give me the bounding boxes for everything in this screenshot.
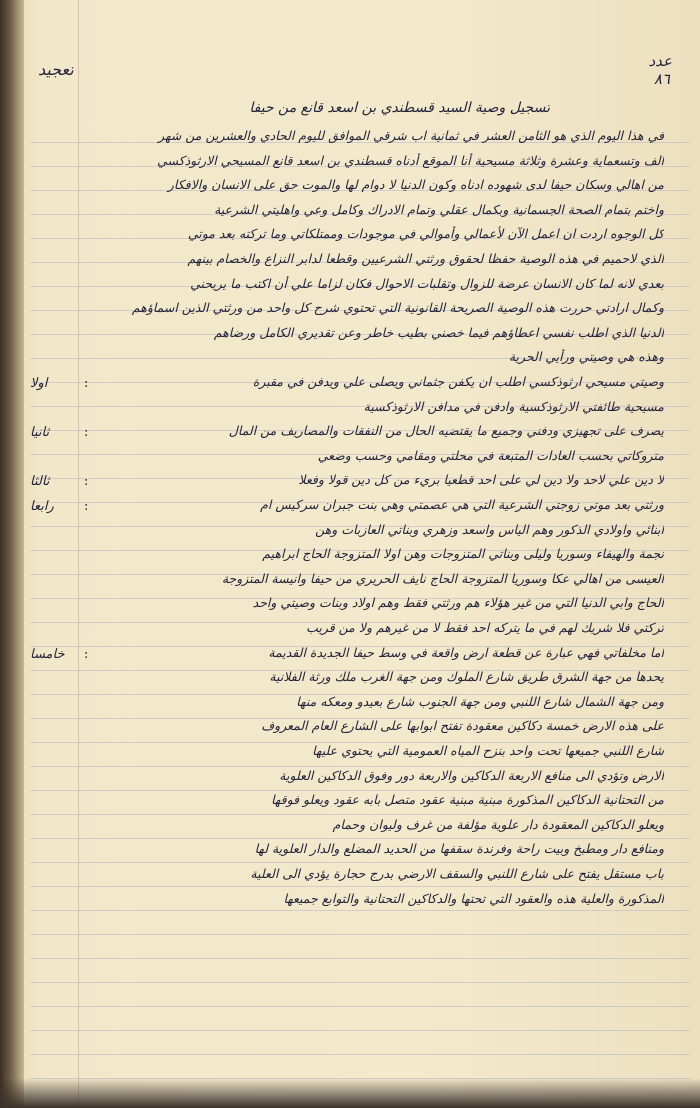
handwritten-line: كل الوجوه اردت ان اعمل الآن لأعمالي وأموالي في موجودات وممتلكاتي وما تركته بعد موتي <box>187 226 664 242</box>
handwritten-line: باب مستقل يفتح على شارع اللنبي والسقف الارضي بدرج حجارة يؤدي الى العلية <box>250 866 664 881</box>
handwritten-line: الذي لاحميم في هذه الوصية حفظا لحقوق ورثتي الشرعيين وقطعا لدابر النزاع والخصام بينهم <box>187 251 664 266</box>
handwritten-line: الف وتسعماية وعشرة وثلاثة مسيحية أنا الموقع أدناه قسطندي بن اسعد قانع المسيحي الارثوذكسي <box>157 152 664 168</box>
handwritten-line: ابنائي واولادي الذكور وهم الياس واسعد وزهري وبناتي العازبات وهن <box>315 521 664 537</box>
page-bottom-edge <box>0 1078 700 1108</box>
handwritten-line: من اهالي وسكان حيفا لدى شهوده ادناه وكون الدنيا لا دوام لها والموت حق على الانسان والافكار <box>167 177 664 193</box>
marker-colon: : <box>84 376 89 391</box>
marker-colon: : <box>84 474 89 490</box>
document-title: تسجيل وصية السيد قسطندي بن اسعد قانع من حيفا <box>249 100 550 116</box>
paragraph-marker: خامسا <box>30 646 65 662</box>
ruled-line <box>30 814 690 815</box>
handwritten-line: بعدي لانه لما كان الانسان عرضة للزوال وتقلبات الاحوال فكان لزاما علي أن اكتب ما يريحني <box>190 275 664 291</box>
handwritten-line: مسيحية طائفتي الارثوذكسية وادفن في مدافن الارثوذكسية <box>363 398 664 414</box>
handwritten-line: واختم بتمام الصحة الجسمانية وبكمال عقلي وتمام الادراك وكامل وعي واهليتي الشرعية <box>214 201 664 217</box>
notebook-binding <box>0 0 24 1108</box>
ruled-line <box>30 910 690 911</box>
ruled-line <box>30 790 690 791</box>
ruled-line <box>30 958 690 959</box>
handwritten-line: يحدها من جهة الشرق طريق شارع الملوك ومن جهة الغرب ملك ورثة الفلانية <box>269 669 664 685</box>
handwritten-line: ومنافع دار ومطبخ وبيت راحة وفرندة سقفها من الحديد المضلع والدار العلوية لها <box>254 841 664 857</box>
handwritten-line: على هذه الارض خمسة دكاكين معقودة تفتح ابوابها على الشارع العام المعروف <box>261 718 664 734</box>
handwritten-line: من التحتانية الدكاكين المذكورة مبنية مبنية عقود متصل بابه عقود ويعلو فوقها <box>271 792 664 808</box>
handwritten-line: اما مخلفاتي فهي عبارة عن قطعة ارض واقعة في وسط حيفا الجديدة القديمة <box>268 644 664 660</box>
handwritten-line: العيسى من اهالي عكا وسوريا المتزوجة الحاج نايف الحريري من حيفا وانيسة المتزوجة <box>221 570 664 586</box>
handwritten-line: يصرف على تجهيزي ودفني وجميع ما يقتضيه الحال من النفقات والمصاريف من المال <box>228 423 664 439</box>
ruled-line <box>30 934 690 935</box>
corner-note: تعجيد <box>38 60 74 79</box>
ruled-line <box>30 862 690 863</box>
handwritten-line: وكمال ارادتي حررت هذه الوصية الصريحة القانونية التي تحتوي شرح كل واحد من ورثتي الذين اسماؤهم <box>131 300 664 316</box>
handwritten-line: ويعلو الدكاكين المعقودة دار علوية مؤلفة من غرف وليوان وحمام <box>332 816 664 832</box>
handwritten-line: الحاج وابي الدنيا التي من غير هؤلاء هم ورثتي فقط وهم اولاد وبنات وصيتي واحد <box>252 595 664 611</box>
entry-number-label: عدد <box>648 52 672 70</box>
ruled-line <box>30 1006 690 1007</box>
paragraph-marker: ثانيا <box>30 425 50 441</box>
handwritten-line: في هذا اليوم الذي هو الثامن العشر في ثمانية اب شرقي الموافق لليوم الحادي والعشرين من شهر <box>158 128 664 143</box>
handwritten-line: وصيتي مسيحي ارثوذكسي اطلب ان يكفن جثماني ويصلى علي ويدفن في مقبرة <box>252 374 664 389</box>
marker-colon: : <box>84 646 89 662</box>
handwritten-line: المذكورة والعلية هذه والعقود التي تحتها والدكاكين التحتانية والتوابع جميعها <box>283 890 664 906</box>
handwritten-line: الارض وتؤدي الى منافع الاربعة الدكاكين والاربعة دور وفوق الدكاكين العلوية <box>279 767 664 783</box>
ruled-line <box>30 1030 690 1031</box>
marker-colon: : <box>84 425 89 441</box>
handwritten-line: ومن جهة الشمال شارع اللنبي ومن جهة الجنوب شارع بعيدو ومعكه منها <box>296 693 664 709</box>
handwritten-line: متروكاتي بحسب العادات المتبعة في محلتي ومقامي وحسب وضعي <box>317 447 664 463</box>
marker-colon: : <box>84 499 89 514</box>
entry-number-value: ٨٦ <box>653 70 670 88</box>
handwritten-line: نجمة والهيفاء وسوريا وليلى وبناتي المتزوجات وهن اولا المتزوجة الحاج ابراهيم <box>262 546 664 562</box>
handwritten-line: شارع اللنبي جميعها تحت واحد بنزح المياه العمومية التي يحتوي عليها <box>312 743 664 758</box>
ruled-line <box>30 886 690 887</box>
ruled-line <box>30 1054 690 1055</box>
handwritten-line: تركتي فلا شريك لهم في ما يتركه احد فقط لا من غيرهم ولا من قريب <box>306 620 664 635</box>
handwritten-line: ورثتي بعد موتي زوجتي الشرعية التي هي عصمتي وهي بنت جبران سركيس ام <box>260 497 664 512</box>
paragraph-marker: ثالثا <box>30 474 50 490</box>
paragraph-marker: اولا <box>30 376 48 391</box>
handwritten-line: الدنيا الذي اطلب نفسي اعطاؤهم فيما خصني بطيب خاطر وعن تقديري الكامل ورضاهم <box>213 324 664 340</box>
ruled-line <box>30 838 690 839</box>
handwritten-line: لا دين علي لاحد ولا دين لي على احد قطعيا بريء من كل دين قولا وفعلا <box>298 472 664 488</box>
handwritten-line: وهذه هي وصيتي ورأيي الحرية <box>508 349 664 365</box>
paragraph-marker: رابعا <box>30 499 54 514</box>
ruled-line <box>30 982 690 983</box>
